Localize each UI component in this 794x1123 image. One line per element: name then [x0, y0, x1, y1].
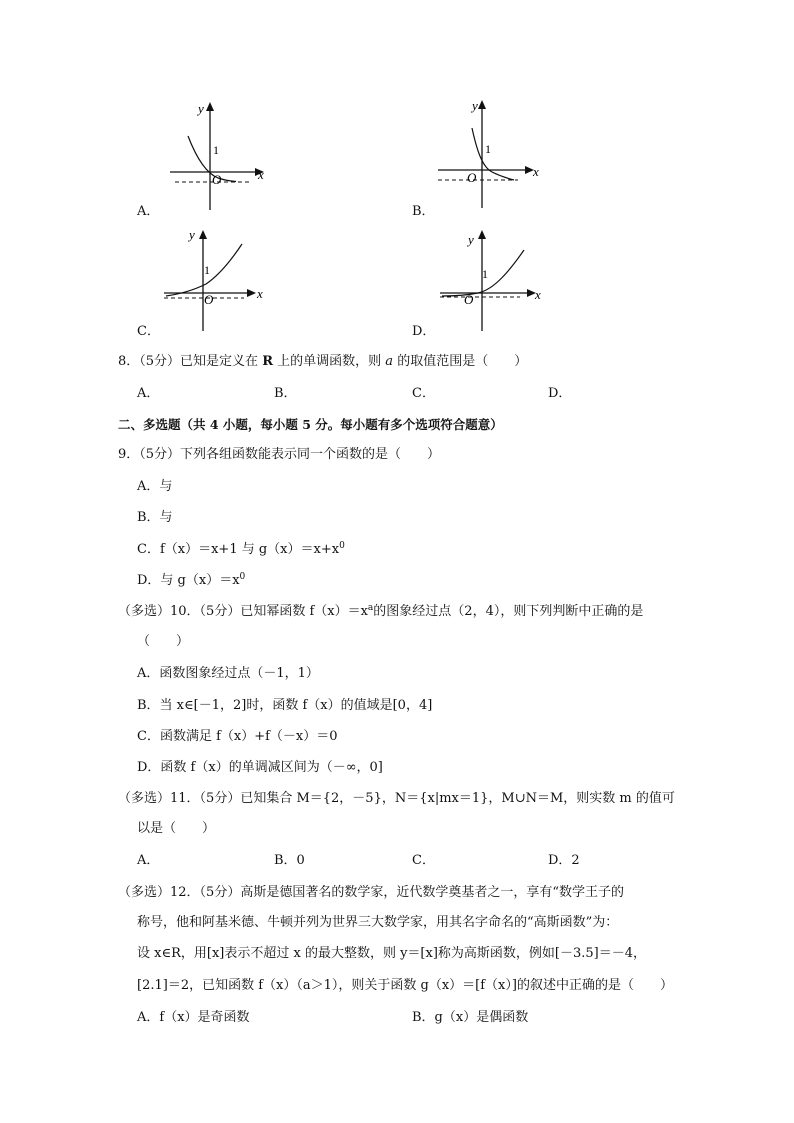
- y-axis-arrow: [206, 102, 214, 111]
- function-curve: [472, 128, 514, 180]
- graph-b-letter: B．: [412, 204, 435, 219]
- origin-label: O: [204, 292, 214, 307]
- graph-option-a: [160, 100, 275, 215]
- y-label: y: [472, 98, 478, 113]
- q8-option-d[interactable]: D．: [548, 386, 572, 401]
- y-label: y: [189, 227, 195, 242]
- q10-option-a[interactable]: A．函数图象经过点（－1，1）: [137, 666, 319, 681]
- q9-option-b[interactable]: B．与: [137, 510, 173, 525]
- graph-c-letter: C．: [137, 324, 160, 339]
- q8-option-b[interactable]: B．: [274, 386, 297, 401]
- one-label: 1: [485, 142, 491, 156]
- q12-line-2: 称号，他和阿基米德、牛顿并列为世界三大数学家，用其名字命名的“高斯函数”为：: [137, 915, 619, 930]
- q9-stem: 9．（5分）下列各组函数能表示同一个函数的是（ ）: [118, 447, 441, 462]
- q12-line-1: （多选）12．（5分）高斯是德国著名的数学家，近代数学奠基者之一，享有“数学王子的: [118, 885, 624, 900]
- one-label: 1: [204, 263, 210, 277]
- y-axis-arrow: [478, 100, 486, 109]
- q10-stem-cont: （ ）: [137, 634, 190, 649]
- graph-a-letter: A．: [137, 204, 160, 219]
- q11-option-a[interactable]: A．: [137, 853, 160, 868]
- graph-option-b: [432, 98, 547, 213]
- q12-option-b[interactable]: B．g（x）是偶函数: [412, 1010, 529, 1025]
- one-label: 1: [213, 143, 219, 157]
- q8-option-c[interactable]: C．: [412, 386, 435, 401]
- q8-stem: 8．（5分）已知是定义在 R 上的单调函数，则 a 的取值范围是（ ）: [118, 354, 528, 369]
- y-label: y: [198, 101, 204, 116]
- y-label: y: [468, 232, 474, 247]
- origin-label: O: [212, 172, 222, 187]
- graph-d-letter: D．: [412, 324, 436, 339]
- origin-label: O: [467, 170, 477, 185]
- y-axis-arrow: [199, 230, 207, 239]
- q11-option-b[interactable]: B．0: [274, 853, 305, 868]
- y-axis-arrow: [478, 230, 486, 239]
- q11-option-d[interactable]: D．2: [548, 853, 580, 868]
- q10-option-b[interactable]: B．当 x∈[－1，2]时，函数 f（x）的值域是[0，4]: [137, 698, 433, 713]
- q12-line-3: 设 x∈R，用[x]表示不超过 x 的最大整数，则 y＝[x]称为高斯函数，例如[－3.5]＝－4，: [137, 946, 646, 961]
- graph-option-d: [432, 226, 547, 336]
- origin-label: O: [464, 292, 474, 307]
- x-label: x: [533, 164, 539, 179]
- q9-option-d[interactable]: D．与 $g(x)=x^0$: [137, 572, 246, 588]
- graph-option-c: [160, 226, 275, 336]
- q9-option-a[interactable]: A．与: [137, 479, 173, 494]
- q12-line-4: [2.1]＝2，已知函数 f（x）（a＞1），则关于函数 g（x）＝[f（x）]的叙述中正确的是（ ）: [137, 978, 673, 993]
- q11-stem-cont: 以是（ ）: [137, 821, 216, 836]
- q10-option-d[interactable]: D．函数 f（x）的单调减区间为（－∞，0]: [137, 760, 383, 775]
- section-heading: 二、多选题（共 4 小题，每小题 5 分。每小题有多个选项符合题意）: [118, 417, 503, 432]
- x-label: x: [535, 287, 541, 302]
- q10-stem: （多选）10．（5分）已知幂函数 $f(x)=x^a$的图象经过点（2，4），则下列判断中正确的是: [118, 603, 644, 619]
- q10-option-c[interactable]: C．函数满足 f（x）+f（－x）＝0: [137, 729, 338, 744]
- x-label: x: [258, 167, 264, 182]
- q11-option-c[interactable]: C．: [412, 853, 435, 868]
- q8-option-a[interactable]: A．: [137, 386, 160, 401]
- q12-option-a[interactable]: A．f（x）是奇函数: [137, 1010, 250, 1025]
- q11-stem: （多选）11．（5分）已知集合 M＝{2，－5}，N＝{x|mx＝1}，M∪N＝M，则实数 m 的值可: [118, 791, 675, 806]
- x-label: x: [257, 286, 263, 301]
- q9-option-c[interactable]: C．f（x）＝x+1 与 $g(x)=x+x^0$: [137, 541, 345, 557]
- x-axis-arrow: [247, 289, 256, 297]
- one-label: 1: [482, 267, 488, 281]
